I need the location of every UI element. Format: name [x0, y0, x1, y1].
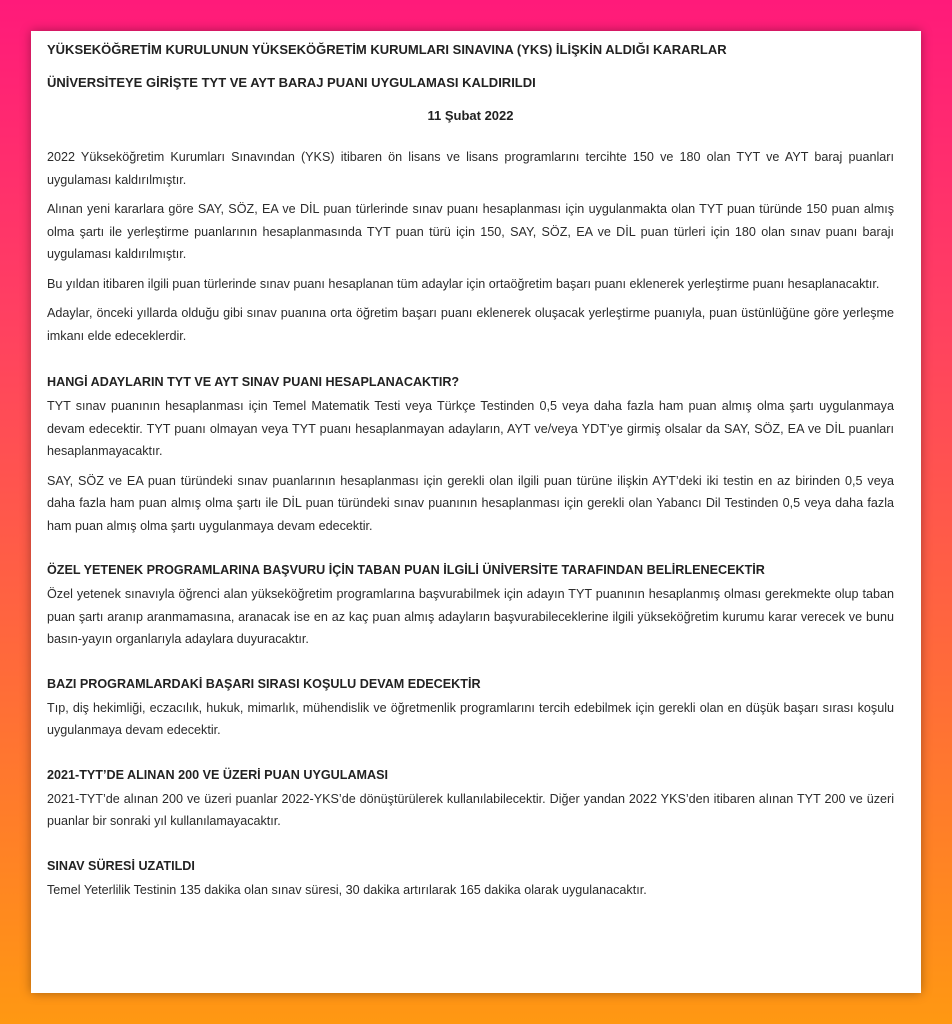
intro-paragraph-3: Bu yıldan itibaren ilgili puan türlerinde sınav puanı hesaplanan tüm adaylar için ortaöğretim başarı puanı eklenerek yerleştirme puanı hesaplanacaktır.	[47, 276, 880, 291]
section-sinav-suresi-paragraph: Temel Yeterlilik Testinin 135 dakika olan sınav süresi, 30 dakika artırılarak 165 dakika olarak uygulanacaktır.	[47, 882, 647, 897]
section-basari-sirasi-paragraph: Tıp, diş hekimliği, eczacılık, hukuk, mimarlık, mühendislik ve öğretmenlik programlarını tercih edebilmek için gerekli olan en düşük başarı sırası koşulu uygulanmaya devam edecektir.	[47, 700, 894, 737]
section-heading-basari-sirasi: BAZI PROGRAMLARDAKİ BAŞARI SIRASI KOŞULU DEVAM EDECEKTİR	[47, 676, 481, 691]
section-heading-tyt-ayt: HANGİ ADAYLARIN TYT VE AYT SINAV PUANI HESAPLANACAKTIR?	[47, 375, 460, 389]
intro-paragraph-2: Alınan yeni kararlara göre SAY, SÖZ, EA ve DİL puan türlerinde sınav puanı hesaplanması için uygulanmakta olan TYT puan türünde 150 puan almış olma şartı ile yerleştirme puanlarının hesaplanmasında TYT puan türü için 150, SAY, SÖZ, EA ve DİL puan türleri için 180 olan sınav puanı barajı uygulaması kaldırılmıştır.	[47, 202, 894, 261]
section-2021-tyt-paragraph: 2021-TYT’de alınan 200 ve üzeri puanlar 2022-YKS’de dönüştürülerek kullanılabilecektir. Diğer yandan 2022 YKS’den itibaren alınan TYT 200 ve üzeri puanlar bir sonraki yıl kullanılamayacaktır.	[47, 791, 894, 828]
intro-paragraph-4: Adaylar, önceki yıllarda olduğu gibi sınav puanına orta öğretim başarı puanı eklenerek oluşacak yerleştirme puanıyla, puan üstünlüğüne göre yerleşme imkanı elde edeceklerdir.	[47, 306, 894, 343]
main-heading: ÜNİVERSİTEYE GİRİŞTE TYT VE AYT BARAJ PUANI UYGULAMASI KALDIRILDI	[47, 75, 536, 90]
document-title: YÜKSEKÖĞRETİM KURULUNUN YÜKSEKÖĞRETİM KURUMLARI SINAVINA (YKS) İLİŞKİN ALDIĞI KARARLAR	[47, 42, 727, 57]
document-card	[31, 31, 921, 993]
document-date: 11 Şubat 2022	[427, 108, 514, 123]
section-tyt-ayt-paragraph-2: SAY, SÖZ ve EA puan türündeki sınav puanlarının hesaplanması için gerekli olan ilgili puan türüne ilişkin AYT’deki iki testin en az birinden 0,5 veya daha fazla ham puan almış olma şartı ile DİL puan türündeki sınav puanının hesaplanması için gerekli olan Yabancı Dil Testinden 0,5 veya daha fazla ham puan almış olma şartı uygulanmaya devam edecektir.	[47, 473, 894, 533]
section-heading-2021-tyt: 2021-TYT’DE ALINAN 200 VE ÜZERİ PUAN UYGULAMASI	[47, 767, 389, 782]
intro-paragraph-1: 2022 Yükseköğretim Kurumları Sınavından (YKS) itibaren ön lisans ve lisans programlarını tercihte 150 ve 180 olan TYT ve AYT baraj puanları uygulaması kaldırılmıştır.	[47, 150, 894, 187]
section-heading-ozel-yetenek: ÖZEL YETENEK PROGRAMLARINA BAŞVURU İÇİN TABAN PUAN İLGİLİ ÜNİVERSİTE TARAFINDAN BELİRLENECEKTİR	[47, 563, 765, 577]
section-tyt-ayt-paragraph-1: TYT sınav puanının hesaplanması için Temel Matematik Testi veya Türkçe Testinden 0,5 veya daha fazla ham puan almış olma şartı uygulanmaya devam edecektir. TYT puanı olmayan veya TYT puanı hesaplanmayan adayların, AYT ve/veya YDT’ye girmiş olsalar da SAY, SÖZ, EA ve DİL puanları hesaplanmayacaktır.	[47, 399, 894, 458]
section-heading-sinav-suresi: SINAV SÜRESİ UZATILDI	[47, 858, 195, 873]
section-ozel-yetenek-paragraph: Özel yetenek sınavıyla öğrenci alan yükseköğretim programlarına başvurabilmek için adayın TYT puanının hesaplanmış olması gerekmekte olup taban puan şartı aranıp aranmamasına, aranacak ise en az kaç puan almış adayların başvurabileceklerine ilgili yükseköğretim kurumu karar verecek ve bunu basın-yayın organlarıyla adaylara duyuracaktır.	[47, 587, 894, 646]
